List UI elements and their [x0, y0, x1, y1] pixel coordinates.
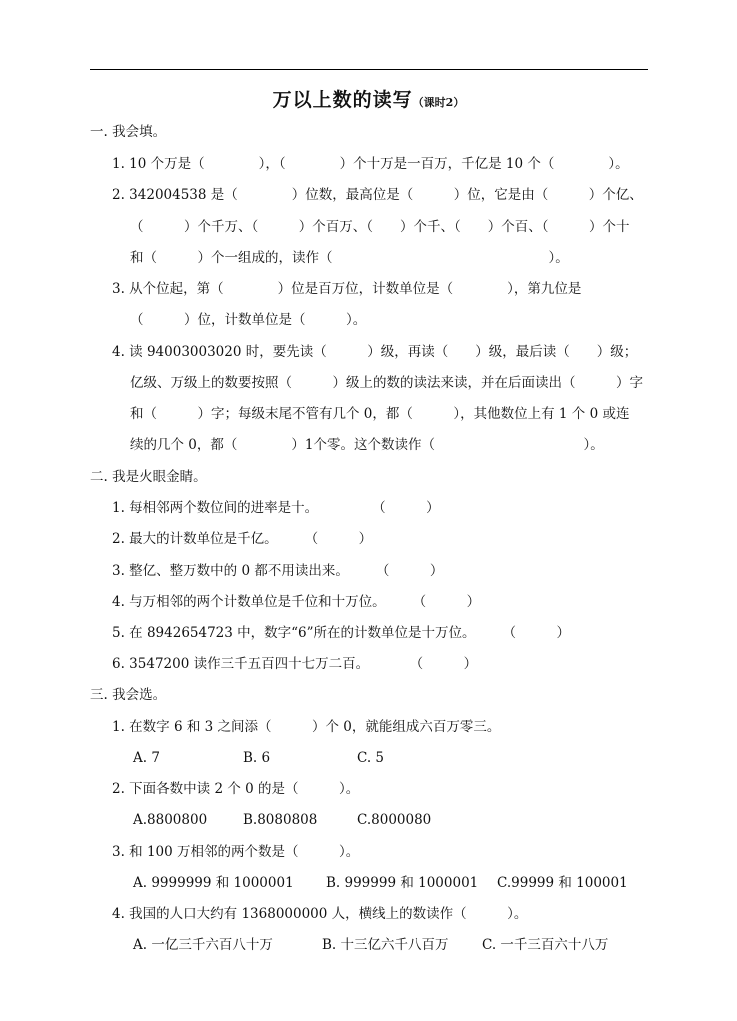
s3-q2: 2. 下面各数中读 2 个 0 的是（ ）。 [112, 781, 360, 797]
s3-q4: 4. 我国的人口大约有 1368000000 人，横线上的数读作（ ）。 [112, 906, 528, 922]
s3-q2-option-a: A.8800800 [133, 812, 208, 828]
header-rule [90, 69, 648, 70]
s3-q1-option-c: C. 5 [357, 750, 385, 766]
section-2-heading: 二. 我是火眼金睛。 [90, 469, 207, 485]
s3-q2-option-b: B.8080808 [243, 812, 318, 828]
s1-line-9: 和（ ）字；每级末尾不管有几个 0，都（ ），其他数位上有 1 个 0 或连 [130, 406, 630, 422]
title-sub: （课时2） [412, 96, 465, 109]
page-title [0, 85, 737, 112]
section-1-heading: 一. 我会填。 [90, 124, 167, 140]
s2-item-2: 2. 最大的计数单位是千亿。 （ ） [112, 531, 373, 547]
s2-item-5: 5. 在 8942654723 中，数字“6”所在的计数单位是十万位。 （ ） [112, 625, 571, 641]
s2-item-1: 1. 每相邻两个数位间的进率是十。 （ ） [112, 500, 440, 516]
s1-line-10: 续的几个 0，都（ ）1个零。这个数读作（ ）。 [130, 437, 604, 453]
s3-q2-option-c: C.8000080 [357, 812, 432, 828]
s1-line-4: 和（ ）个一组成的，读作（ ）。 [130, 250, 569, 266]
s1-line-8: 亿级、万级上的数要按照（ ）级上的数的读法来读，并在后面读出（ ）字 [130, 375, 643, 391]
s3-q4-option-a: A. 一亿三千六百八十万 [133, 937, 273, 953]
s1-line-1: 1. 10 个万是（ ），（ ）个十万是一百万，千亿是 10 个（ ）。 [112, 156, 629, 172]
s3-q3: 3. 和 100 万相邻的两个数是（ ）。 [112, 844, 360, 860]
s1-line-5: 3. 从个位起，第（ ）位是百万位，计数单位是（ ），第九位是 [112, 281, 582, 297]
s3-q1-option-b: B. 6 [243, 750, 271, 766]
s2-item-6: 6. 3547200 读作三千五百四十七万二百。 （ ） [112, 656, 478, 672]
s3-q1: 1. 在数字 6 和 3 之间添（ ）个 0，就能组成六百万零三。 [112, 719, 501, 735]
s3-q4-option-b: B. 十三亿六千八百万 [322, 937, 449, 953]
section-3-heading: 三. 我会选。 [90, 687, 167, 703]
s3-q3-option-b: B. 999999 和 1000001 [326, 875, 479, 891]
s2-item-4: 4. 与万相邻的两个计数单位是千位和十万位。 （ ） [112, 594, 481, 610]
s1-line-3: （ ）个千万、（ ）个百万、（ ）个千、（ ）个百、（ ）个十 [130, 219, 630, 235]
s3-q3-option-c: C.99999 和 100001 [497, 875, 628, 891]
s1-line-2: 2. 342004538 是（ ）位数，最高位是（ ）位，它是由（ ）个亿、 [112, 187, 643, 203]
s3-q1-option-a: A. 7 [133, 750, 160, 766]
title-main: 万以上数的读写 [272, 89, 413, 111]
s2-item-3: 3. 整亿、整万数中的 0 都不用读出来。 （ ） [112, 563, 444, 579]
s3-q4-option-c: C. 一千三百六十八万 [482, 937, 609, 953]
s1-line-6: （ ）位，计数单位是（ ）。 [130, 312, 367, 328]
s1-line-7: 4. 读 94003003020 时，要先读（ ）级，再读（ ）级，最后读（ ）级； [112, 344, 638, 360]
s3-q3-option-a: A. 9999999 和 1000001 [133, 875, 294, 891]
